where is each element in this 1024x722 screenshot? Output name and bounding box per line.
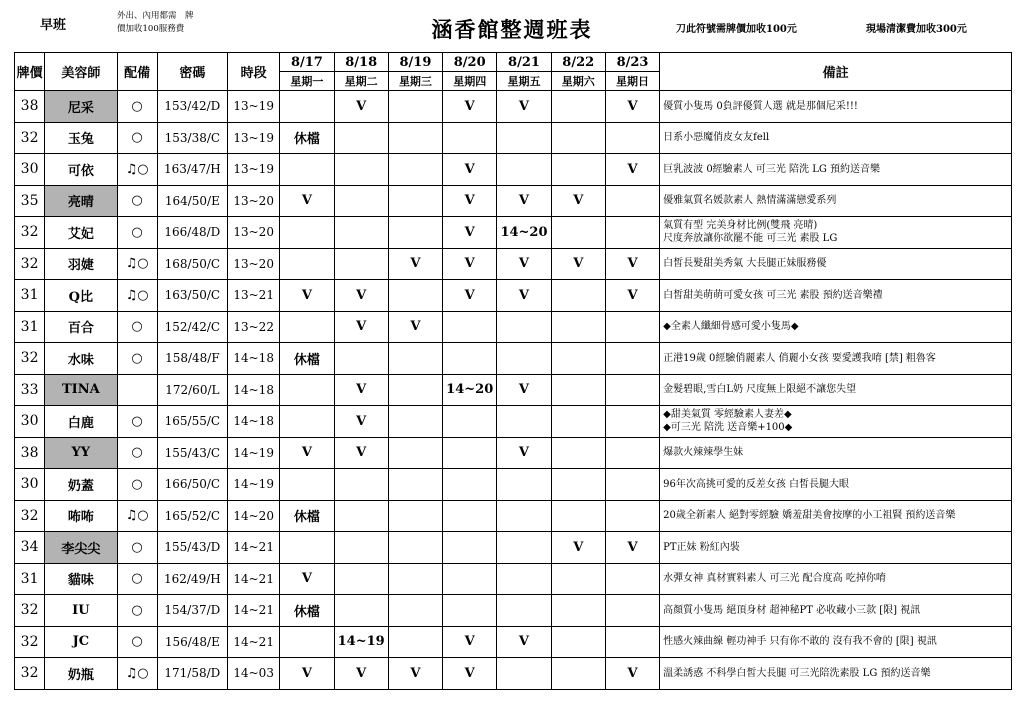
day-cell: V bbox=[605, 280, 659, 312]
stylist-name-cell: 可依 bbox=[45, 154, 117, 186]
day-cell bbox=[551, 280, 605, 312]
day-cell bbox=[605, 217, 659, 249]
day-cell bbox=[334, 122, 388, 154]
time-slot-cell: 13~21 bbox=[228, 280, 280, 312]
col-header-weekday: 星期四 bbox=[443, 72, 497, 91]
equipment-cell: ♫○ bbox=[117, 280, 157, 312]
day-cell bbox=[388, 122, 442, 154]
price-cell: 32 bbox=[15, 248, 45, 280]
day-cell: V bbox=[443, 658, 497, 690]
day-cell: V bbox=[280, 437, 334, 469]
equipment-cell: ♫○ bbox=[117, 500, 157, 532]
stylist-name-cell: 百合 bbox=[45, 311, 117, 343]
day-cell: V bbox=[551, 185, 605, 217]
day-cell bbox=[605, 500, 659, 532]
day-cell: V bbox=[334, 91, 388, 123]
equipment-cell bbox=[117, 374, 157, 406]
table-row bbox=[15, 532, 1012, 564]
stylist-name-cell: IU bbox=[45, 595, 117, 627]
day-cell: V bbox=[605, 532, 659, 564]
day-cell bbox=[388, 532, 442, 564]
service-fee-note-line2: 價加收100服務費 bbox=[117, 24, 185, 34]
stylist-name-cell: 艾妃 bbox=[45, 217, 117, 249]
day-cell bbox=[443, 311, 497, 343]
day-cell bbox=[551, 626, 605, 658]
day-cell bbox=[443, 595, 497, 627]
equipment-cell: ○ bbox=[117, 437, 157, 469]
equipment-cell: ○ bbox=[117, 185, 157, 217]
equipment-cell: ○ bbox=[117, 532, 157, 564]
day-cell: V bbox=[443, 626, 497, 658]
day-cell: V bbox=[334, 280, 388, 312]
day-cell bbox=[280, 217, 334, 249]
day-cell bbox=[497, 500, 551, 532]
col-header-time: 時段 bbox=[228, 53, 280, 91]
day-cell bbox=[443, 563, 497, 595]
col-header-price: 牌價 bbox=[15, 53, 45, 91]
col-header-remarks: 備註 bbox=[660, 53, 1012, 91]
remark-cell: ◆全素人纖細骨感可愛小隻馬◆ bbox=[660, 311, 1012, 343]
day-cell bbox=[605, 374, 659, 406]
day-cell bbox=[551, 374, 605, 406]
day-cell bbox=[551, 563, 605, 595]
day-cell bbox=[551, 122, 605, 154]
day-cell bbox=[443, 122, 497, 154]
day-cell: V bbox=[605, 154, 659, 186]
code-cell: 152/42/C bbox=[157, 311, 227, 343]
day-cell bbox=[497, 122, 551, 154]
code-cell: 163/50/C bbox=[157, 280, 227, 312]
col-header-weekday: 星期二 bbox=[334, 72, 388, 91]
day-cell bbox=[605, 563, 659, 595]
day-cell bbox=[497, 154, 551, 186]
col-header-date: 8/17 bbox=[280, 53, 334, 72]
day-cell bbox=[388, 626, 442, 658]
day-cell: V bbox=[497, 185, 551, 217]
day-cell bbox=[280, 626, 334, 658]
col-header-weekday: 星期三 bbox=[388, 72, 442, 91]
day-cell: V bbox=[443, 154, 497, 186]
day-cell bbox=[388, 185, 442, 217]
time-slot-cell: 14~19 bbox=[228, 469, 280, 501]
day-cell bbox=[280, 154, 334, 186]
price-cell: 35 bbox=[15, 185, 45, 217]
day-cell: 14~19 bbox=[334, 626, 388, 658]
price-cell: 31 bbox=[15, 311, 45, 343]
table-row bbox=[15, 563, 1012, 595]
stylist-name-cell: 亮晴 bbox=[45, 185, 117, 217]
day-cell bbox=[334, 343, 388, 375]
day-cell: V bbox=[443, 248, 497, 280]
col-header-stylist: 美容師 bbox=[45, 53, 117, 91]
day-cell bbox=[334, 154, 388, 186]
stylist-name-cell: 咘咘 bbox=[45, 500, 117, 532]
col-header-weekday: 星期五 bbox=[497, 72, 551, 91]
day-cell bbox=[443, 532, 497, 564]
price-cell: 32 bbox=[15, 343, 45, 375]
table-row bbox=[15, 500, 1012, 532]
day-cell bbox=[497, 343, 551, 375]
col-header-date: 8/18 bbox=[334, 53, 388, 72]
day-cell bbox=[551, 217, 605, 249]
day-cell: V bbox=[497, 626, 551, 658]
day-cell bbox=[280, 248, 334, 280]
day-cell bbox=[497, 532, 551, 564]
header-row-dates bbox=[15, 53, 1012, 72]
day-cell bbox=[551, 91, 605, 123]
stylist-name-cell: TINA bbox=[45, 374, 117, 406]
day-cell bbox=[280, 91, 334, 123]
remark-cell: 日系小惡魔俏皮女友fell bbox=[660, 122, 1012, 154]
time-slot-cell: 14~19 bbox=[228, 437, 280, 469]
day-cell bbox=[551, 595, 605, 627]
code-cell: 165/52/C bbox=[157, 500, 227, 532]
stylist-name-cell: 奶瓶 bbox=[45, 658, 117, 690]
day-cell bbox=[388, 343, 442, 375]
day-cell: V bbox=[280, 185, 334, 217]
day-cell bbox=[334, 563, 388, 595]
col-header-date: 8/19 bbox=[388, 53, 442, 72]
time-slot-cell: 14~21 bbox=[228, 563, 280, 595]
time-slot-cell: 13~19 bbox=[228, 122, 280, 154]
day-cell: V bbox=[334, 658, 388, 690]
table-row bbox=[15, 626, 1012, 658]
day-cell bbox=[551, 469, 605, 501]
day-cell bbox=[388, 406, 442, 438]
remark-cell: 氣質有型 完美身材比例(雙飛 亮晴) 尺度奔放讓你欲罷不能 可三光 素股 LG bbox=[660, 217, 1012, 249]
price-cell: 31 bbox=[15, 280, 45, 312]
remark-cell: 溫柔誘惑 不科學白皙大長腿 可三光陪洗素股 LG 預約送音樂 bbox=[660, 658, 1012, 690]
table-row bbox=[15, 595, 1012, 627]
price-cell: 31 bbox=[15, 563, 45, 595]
remark-cell: 白皙甜美萌萌可愛女孩 可三光 素股 預約送音樂禮 bbox=[660, 280, 1012, 312]
day-cell bbox=[551, 437, 605, 469]
day-cell bbox=[443, 437, 497, 469]
stylist-name-cell: Q比 bbox=[45, 280, 117, 312]
code-cell: 168/50/C bbox=[157, 248, 227, 280]
page-title: 涵香館整週班表 bbox=[431, 17, 593, 42]
price-cell: 30 bbox=[15, 154, 45, 186]
price-cell: 32 bbox=[15, 217, 45, 249]
stylist-name-cell: 白鹿 bbox=[45, 406, 117, 438]
day-cell: 休檔 bbox=[280, 500, 334, 532]
time-slot-cell: 13~20 bbox=[228, 217, 280, 249]
code-cell: 166/48/D bbox=[157, 217, 227, 249]
day-cell: V bbox=[497, 437, 551, 469]
day-cell bbox=[388, 374, 442, 406]
day-cell bbox=[334, 185, 388, 217]
table-row bbox=[15, 469, 1012, 501]
day-cell bbox=[551, 406, 605, 438]
remark-cell: 金髮碧眼,雪白L奶 尺度無上限絕不讓您失望 bbox=[660, 374, 1012, 406]
code-cell: 158/48/F bbox=[157, 343, 227, 375]
day-cell bbox=[388, 280, 442, 312]
day-cell bbox=[551, 343, 605, 375]
day-cell bbox=[388, 217, 442, 249]
stylist-name-cell: 李尖尖 bbox=[45, 532, 117, 564]
day-cell: 休檔 bbox=[280, 122, 334, 154]
equipment-cell: ○ bbox=[117, 626, 157, 658]
remark-cell: 正港19歲 0經驗俏麗素人 俏麗小女孩 要愛護我唷 [禁] 粗魯客 bbox=[660, 343, 1012, 375]
equipment-cell: ○ bbox=[117, 343, 157, 375]
day-cell: V bbox=[334, 311, 388, 343]
day-cell: V bbox=[443, 217, 497, 249]
day-cell bbox=[443, 343, 497, 375]
stylist-name-cell: 羽婕 bbox=[45, 248, 117, 280]
equipment-cell: ♫○ bbox=[117, 658, 157, 690]
symbol-fee-note: 刀此符號需牌價加收100元 bbox=[676, 24, 797, 35]
stylist-name-cell: 玉兔 bbox=[45, 122, 117, 154]
price-cell: 38 bbox=[15, 437, 45, 469]
day-cell: V bbox=[280, 658, 334, 690]
day-cell bbox=[551, 311, 605, 343]
code-cell: 165/55/C bbox=[157, 406, 227, 438]
day-cell bbox=[605, 185, 659, 217]
remark-cell: 性感火辣曲線 輕功神手 只有你不敢的 沒有我不會的 [限] 視訊 bbox=[660, 626, 1012, 658]
day-cell bbox=[605, 343, 659, 375]
day-cell: V bbox=[334, 437, 388, 469]
day-cell bbox=[497, 311, 551, 343]
day-cell bbox=[605, 469, 659, 501]
col-header-date: 8/22 bbox=[551, 53, 605, 72]
price-cell: 34 bbox=[15, 532, 45, 564]
day-cell bbox=[497, 595, 551, 627]
day-cell: V bbox=[497, 248, 551, 280]
day-cell bbox=[551, 658, 605, 690]
time-slot-cell: 14~20 bbox=[228, 500, 280, 532]
day-cell bbox=[497, 406, 551, 438]
table-row bbox=[15, 437, 1012, 469]
col-header-equipment: 配備 bbox=[117, 53, 157, 91]
equipment-cell: ○ bbox=[117, 217, 157, 249]
code-cell: 163/47/H bbox=[157, 154, 227, 186]
col-header-weekday: 星期日 bbox=[605, 72, 659, 91]
shift-label: 早班 bbox=[40, 18, 67, 33]
price-cell: 33 bbox=[15, 374, 45, 406]
col-header-weekday: 星期六 bbox=[551, 72, 605, 91]
stylist-name-cell: 水味 bbox=[45, 343, 117, 375]
service-fee-note-line1: 外出、內用都需 牌 bbox=[117, 11, 194, 21]
table-row bbox=[15, 280, 1012, 312]
day-cell bbox=[334, 532, 388, 564]
day-cell bbox=[497, 469, 551, 501]
time-slot-cell: 14~18 bbox=[228, 406, 280, 438]
code-cell: 153/38/C bbox=[157, 122, 227, 154]
day-cell: V bbox=[605, 658, 659, 690]
equipment-cell: ○ bbox=[117, 563, 157, 595]
day-cell bbox=[280, 469, 334, 501]
price-cell: 32 bbox=[15, 122, 45, 154]
table-row bbox=[15, 122, 1012, 154]
equipment-cell: ○ bbox=[117, 122, 157, 154]
day-cell bbox=[605, 406, 659, 438]
remark-cell: PT正妹 粉紅內裝 bbox=[660, 532, 1012, 564]
day-cell: V bbox=[605, 91, 659, 123]
time-slot-cell: 13~22 bbox=[228, 311, 280, 343]
day-cell: V bbox=[605, 248, 659, 280]
day-cell bbox=[551, 500, 605, 532]
equipment-cell: ♫○ bbox=[117, 248, 157, 280]
col-header-date: 8/21 bbox=[497, 53, 551, 72]
day-cell bbox=[388, 437, 442, 469]
header bbox=[0, 0, 1024, 52]
equipment-cell: ♫○ bbox=[117, 154, 157, 186]
day-cell: V bbox=[551, 248, 605, 280]
day-cell: 休檔 bbox=[280, 343, 334, 375]
day-cell: V bbox=[388, 248, 442, 280]
remark-cell: 水彈女神 真材實料素人 可三光 配合度高 吃掉你唷 bbox=[660, 563, 1012, 595]
table-row bbox=[15, 311, 1012, 343]
col-header-date: 8/23 bbox=[605, 53, 659, 72]
day-cell: V bbox=[551, 532, 605, 564]
col-header-weekday: 星期一 bbox=[280, 72, 334, 91]
day-cell bbox=[334, 217, 388, 249]
day-cell bbox=[605, 595, 659, 627]
remark-cell: 巨乳波波 0經驗素人 可三光 陪洗 LG 預約送音樂 bbox=[660, 154, 1012, 186]
table-row bbox=[15, 217, 1012, 249]
code-cell: 166/50/C bbox=[157, 469, 227, 501]
table-row bbox=[15, 343, 1012, 375]
remark-cell: 優雅氣質名媛款素人 熱情滿滿戀愛系列 bbox=[660, 185, 1012, 217]
price-cell: 30 bbox=[15, 469, 45, 501]
day-cell bbox=[334, 595, 388, 627]
table-row bbox=[15, 658, 1012, 690]
day-cell: V bbox=[497, 91, 551, 123]
table-row bbox=[15, 374, 1012, 406]
code-cell: 153/42/D bbox=[157, 91, 227, 123]
stylist-name-cell: YY bbox=[45, 437, 117, 469]
day-cell bbox=[443, 469, 497, 501]
day-cell bbox=[605, 626, 659, 658]
remark-cell: 96年次高挑可愛的反差女孩 白皙長腿大眼 bbox=[660, 469, 1012, 501]
day-cell bbox=[605, 311, 659, 343]
time-slot-cell: 14~21 bbox=[228, 626, 280, 658]
stylist-name-cell: JC bbox=[45, 626, 117, 658]
day-cell bbox=[388, 469, 442, 501]
stylist-name-cell: 奶蓋 bbox=[45, 469, 117, 501]
table-row bbox=[15, 248, 1012, 280]
day-cell: V bbox=[443, 91, 497, 123]
day-cell bbox=[280, 374, 334, 406]
col-header-date: 8/20 bbox=[443, 53, 497, 72]
schedule-body bbox=[15, 91, 1012, 690]
stylist-name-cell: 貓味 bbox=[45, 563, 117, 595]
equipment-cell: ○ bbox=[117, 91, 157, 123]
equipment-cell: ○ bbox=[117, 469, 157, 501]
day-cell: 14~20 bbox=[443, 374, 497, 406]
code-cell: 155/43/D bbox=[157, 532, 227, 564]
day-cell bbox=[388, 595, 442, 627]
day-cell bbox=[388, 91, 442, 123]
day-cell bbox=[605, 437, 659, 469]
price-cell: 32 bbox=[15, 626, 45, 658]
table-row bbox=[15, 406, 1012, 438]
day-cell: 休檔 bbox=[280, 595, 334, 627]
price-cell: 32 bbox=[15, 595, 45, 627]
day-cell bbox=[334, 248, 388, 280]
code-cell: 155/43/C bbox=[157, 437, 227, 469]
code-cell: 171/58/D bbox=[157, 658, 227, 690]
table-row bbox=[15, 91, 1012, 123]
day-cell: V bbox=[280, 280, 334, 312]
table-row bbox=[15, 154, 1012, 186]
day-cell bbox=[388, 154, 442, 186]
day-cell bbox=[334, 469, 388, 501]
code-cell: 164/50/E bbox=[157, 185, 227, 217]
day-cell: V bbox=[280, 563, 334, 595]
remark-cell: 高顏質小隻馬 絕頂身材 超神秘PT 必收藏小三款 [限] 視訊 bbox=[660, 595, 1012, 627]
code-cell: 162/49/H bbox=[157, 563, 227, 595]
remark-cell: 優質小隻馬 0負評優質人選 就是那個尼采!!! bbox=[660, 91, 1012, 123]
col-header-code: 密碼 bbox=[157, 53, 227, 91]
time-slot-cell: 14~21 bbox=[228, 595, 280, 627]
time-slot-cell: 14~18 bbox=[228, 343, 280, 375]
price-cell: 38 bbox=[15, 91, 45, 123]
price-cell: 32 bbox=[15, 500, 45, 532]
remark-cell: ◆甜美氣質 零經驗素人妻差◆ ◆可三光 陪洗 送音樂+100◆ bbox=[660, 406, 1012, 438]
day-cell bbox=[443, 406, 497, 438]
day-cell bbox=[280, 406, 334, 438]
remark-cell: 20歲全新素人 絕對零經驗 嬌羞甜美會按摩的小工祖賢 預約送音樂 bbox=[660, 500, 1012, 532]
price-cell: 30 bbox=[15, 406, 45, 438]
schedule-table bbox=[14, 52, 1012, 690]
time-slot-cell: 13~20 bbox=[228, 185, 280, 217]
day-cell bbox=[388, 500, 442, 532]
time-slot-cell: 13~20 bbox=[228, 248, 280, 280]
price-cell: 32 bbox=[15, 658, 45, 690]
day-cell bbox=[497, 563, 551, 595]
table-row bbox=[15, 185, 1012, 217]
day-cell bbox=[551, 154, 605, 186]
day-cell bbox=[497, 658, 551, 690]
equipment-cell: ○ bbox=[117, 311, 157, 343]
equipment-cell: ○ bbox=[117, 406, 157, 438]
day-cell: 14~20 bbox=[497, 217, 551, 249]
day-cell: V bbox=[443, 280, 497, 312]
day-cell: V bbox=[334, 374, 388, 406]
time-slot-cell: 13~19 bbox=[228, 154, 280, 186]
time-slot-cell: 14~18 bbox=[228, 374, 280, 406]
day-cell bbox=[334, 500, 388, 532]
day-cell: V bbox=[334, 406, 388, 438]
day-cell: V bbox=[497, 280, 551, 312]
time-slot-cell: 14~21 bbox=[228, 532, 280, 564]
day-cell bbox=[280, 311, 334, 343]
day-cell: V bbox=[497, 374, 551, 406]
remark-cell: 爆款火辣辣學生妹 bbox=[660, 437, 1012, 469]
stylist-name-cell: 尼采 bbox=[45, 91, 117, 123]
day-cell bbox=[443, 500, 497, 532]
code-cell: 154/37/D bbox=[157, 595, 227, 627]
day-cell: V bbox=[388, 311, 442, 343]
day-cell: V bbox=[388, 658, 442, 690]
time-slot-cell: 14~03 bbox=[228, 658, 280, 690]
code-cell: 172/60/L bbox=[157, 374, 227, 406]
day-cell bbox=[388, 563, 442, 595]
day-cell bbox=[605, 122, 659, 154]
cleaning-fee-note: 現場清潔費加收300元 bbox=[866, 24, 967, 35]
code-cell: 156/48/E bbox=[157, 626, 227, 658]
remark-cell: 白皙長髮甜美秀氣 大長腿正妹服務優 bbox=[660, 248, 1012, 280]
time-slot-cell: 13~19 bbox=[228, 91, 280, 123]
day-cell: V bbox=[443, 185, 497, 217]
equipment-cell: ○ bbox=[117, 595, 157, 627]
day-cell bbox=[280, 532, 334, 564]
